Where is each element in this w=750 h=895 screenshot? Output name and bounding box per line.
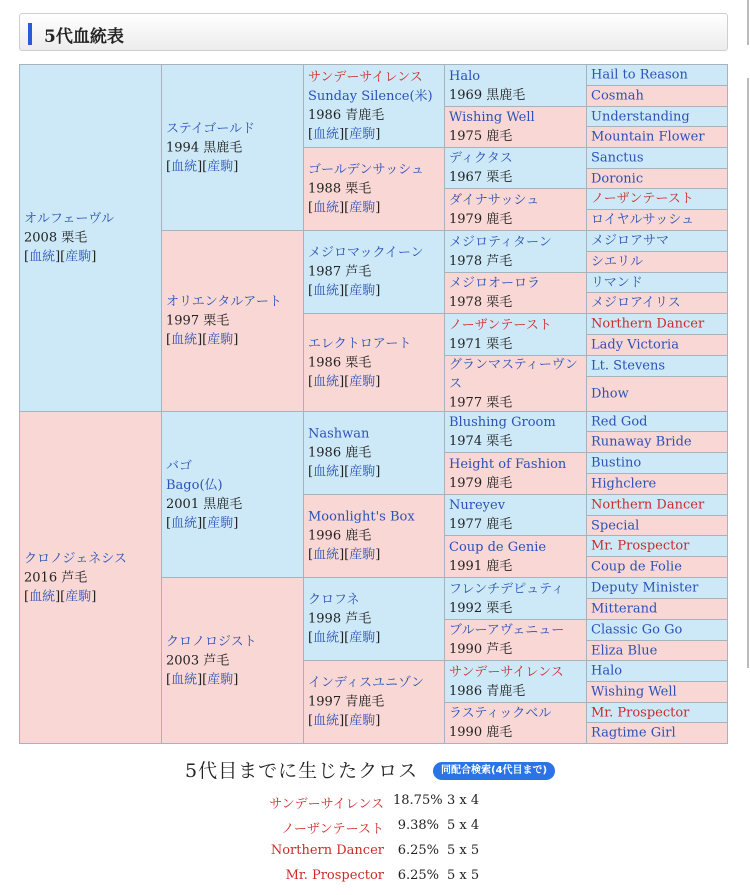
horse-info [308, 263, 441, 282]
pedigree-cell-gen5 [586, 272, 728, 293]
horse-info [308, 610, 441, 629]
bloodline-link[interactable]: 血統 [29, 249, 56, 265]
coat-color: 栗毛 [486, 336, 513, 352]
bloodline-link[interactable]: 血統 [29, 589, 56, 604]
horse-name-link[interactable]: ラスティックベル [449, 706, 552, 721]
bloodline-link[interactable]: 血統 [313, 200, 340, 216]
bloodline-link[interactable]: 血統 [313, 547, 340, 563]
horse-info [449, 168, 582, 187]
horse-name-link[interactable]: Moonlight's Box [308, 509, 415, 525]
pedigree-cell-gen4 [444, 188, 587, 231]
coat-color: 芦毛 [61, 570, 88, 585]
pedigree-cell-gen4 [444, 106, 587, 148]
birth-year: 2003 [166, 653, 200, 668]
pedigree-cell-gen2 [161, 577, 304, 744]
pedigree-cell-gen5 [586, 494, 728, 516]
horse-name-link[interactable]: サンデーサイレンス [308, 70, 423, 85]
horse-links: [血統][産駒] [166, 672, 239, 687]
horse-info [166, 138, 299, 157]
pedigree-cell-gen3 [303, 64, 446, 148]
horse-links: [血統][産駒] [24, 249, 97, 265]
horse-links: [血統][産駒] [308, 547, 381, 563]
horse-name-link[interactable]: シエリル [591, 254, 644, 270]
coat-color: 青鹿毛 [345, 694, 385, 710]
birth-year: 1967 [449, 170, 483, 185]
pedigree-cell-gen5 [586, 147, 728, 169]
horse-info [449, 640, 582, 659]
pedigree-cell-gen1 [19, 411, 162, 744]
pedigree-cell-gen5 [586, 168, 728, 189]
horse-name-link[interactable]: Sanctus [591, 150, 644, 166]
horse-name-link[interactable]: Northern Dancer [591, 316, 705, 332]
birth-year: 1979 [449, 211, 483, 227]
cross-generations: 5 x 4 [447, 818, 480, 833]
pedigree-cell-gen3 [303, 147, 446, 231]
offspring-link[interactable]: 産駒 [349, 547, 376, 563]
horse-name-link[interactable]: Hail to Reason [591, 67, 688, 83]
offspring-link[interactable]: 産駒 [65, 589, 92, 604]
pedigree-cell-gen5 [586, 376, 728, 412]
horse-name-link[interactable]: ブルーアヴェニュー [449, 623, 565, 638]
horse-name-link[interactable]: オルフェーヴル [24, 211, 114, 227]
birth-year: 1969 [449, 87, 483, 103]
cross-row [150, 818, 570, 838]
horse-name-link[interactable]: ゴールデンサッシュ [308, 162, 424, 178]
horse-links: [血統][産駒] [308, 200, 381, 216]
offspring-link[interactable]: 産駒 [207, 672, 234, 687]
horse-info [449, 682, 582, 701]
horse-name-link[interactable]: クロノロジスト [166, 634, 257, 649]
pedigree-cell-gen4 [444, 411, 587, 453]
coat-color: 黒鹿毛 [203, 140, 243, 155]
cross-horse-link[interactable]: Northern Dancer [270, 843, 384, 858]
scrollbar-edge [747, 0, 749, 45]
horse-info [24, 568, 157, 587]
birth-year: 1986 [308, 108, 342, 123]
horse-links: [血統][産駒] [308, 464, 381, 480]
cross-percentage: 9.38% [397, 818, 439, 833]
coat-color: 黒鹿毛 [486, 87, 526, 103]
pedigree-cell-gen5 [586, 452, 728, 474]
birth-year: 1986 [308, 355, 342, 370]
horse-name-en-link[interactable]: Sunday Silence(米) [308, 89, 433, 104]
coat-color: 鹿毛 [345, 528, 372, 544]
horse-links: [血統][産駒] [308, 630, 381, 646]
offspring-link[interactable]: 産駒 [349, 713, 376, 729]
pedigree-cell-gen3 [303, 230, 446, 314]
pedigree-cell-gen5 [586, 598, 728, 620]
pedigree-cell-gen4 [444, 64, 587, 107]
coat-color: 栗毛 [61, 230, 88, 246]
horse-name-link[interactable]: Highclere [591, 476, 657, 492]
birth-year: 1998 [308, 611, 342, 627]
pedigree-cell-gen2 [161, 411, 304, 578]
pedigree-cell-gen5 [586, 334, 728, 356]
coat-color: 芦毛 [486, 642, 513, 657]
birth-year: 1978 [449, 295, 483, 310]
pedigree-cell-gen5 [586, 660, 728, 682]
birth-year: 1992 [449, 600, 483, 616]
horse-name-link[interactable]: Mr. Prospector [591, 705, 690, 720]
offspring-link[interactable]: 産駒 [349, 630, 376, 646]
cross-row [150, 843, 570, 863]
horse-name-link[interactable]: Blushing Groom [449, 415, 556, 430]
horse-name-link[interactable]: Nashwan [308, 426, 370, 442]
horse-name-link[interactable]: Lady Victoria [591, 337, 679, 353]
coat-color: 栗毛 [345, 355, 372, 370]
coat-color: 栗毛 [486, 395, 513, 410]
horse-links: [血統][産駒] [166, 159, 239, 174]
coat-color: 芦毛 [345, 264, 372, 280]
section-header [19, 13, 728, 51]
coat-color: 栗毛 [486, 600, 513, 616]
horse-info [449, 393, 582, 412]
cross-horse-link[interactable]: サンデーサイレンス [269, 797, 384, 812]
horse-name-link[interactable]: Dhow [591, 386, 629, 402]
pedigree-cell-gen4 [444, 272, 587, 314]
cross-row [150, 868, 570, 888]
bloodline-link[interactable]: 血統 [171, 159, 198, 174]
pedigree-cell-gen4 [444, 702, 587, 744]
birth-year: 2016 [24, 570, 58, 585]
horse-info [449, 335, 582, 354]
horse-name-link[interactable]: グランマスティーヴンス [449, 357, 578, 391]
birth-year: 1979 [449, 475, 483, 491]
horse-name-link[interactable]: Doronic [591, 171, 644, 186]
birth-year: 1990 [449, 642, 483, 657]
pedigree-cell-gen5 [586, 431, 728, 453]
pedigree-cell-gen5 [586, 515, 728, 536]
cross-generations: 3 x 4 [447, 793, 480, 808]
horse-info [308, 693, 441, 712]
pedigree-cell-gen2 [161, 230, 304, 412]
horse-info [449, 474, 582, 493]
pedigree-cell-gen4 [444, 230, 587, 273]
offspring-link[interactable]: 産駒 [349, 127, 376, 142]
bloodline-link[interactable]: 血統 [171, 332, 198, 348]
birth-year: 1991 [449, 558, 483, 574]
horse-name-link[interactable]: Mitterand [591, 601, 658, 617]
horse-name-link[interactable]: ステイゴールド [166, 121, 256, 136]
horse-info [308, 106, 441, 125]
pedigree-cell-gen1 [19, 64, 162, 412]
coat-color: 鹿毛 [486, 558, 513, 574]
cross-generations: 5 x 5 [447, 868, 480, 883]
offspring-link[interactable]: 産駒 [207, 515, 234, 531]
horse-name-link[interactable]: クロノジェネシス [24, 551, 127, 566]
offspring-link[interactable]: 産駒 [65, 249, 92, 265]
pedigree-cell-gen4 [444, 535, 587, 578]
horse-name-link[interactable]: リマンド [591, 275, 643, 290]
horse-name-link[interactable]: Wishing Well [449, 110, 535, 125]
pedigree-cell-gen4 [444, 147, 587, 189]
bloodline-link[interactable]: 血統 [313, 464, 340, 480]
horse-name-link[interactable]: Understanding [591, 109, 690, 124]
horse-name-link[interactable]: クロフネ [308, 592, 360, 608]
horse-info [449, 599, 582, 618]
coat-color: 栗毛 [486, 434, 513, 449]
horse-name-link[interactable]: Eliza Blue [591, 643, 658, 658]
cross-percentage: 6.25% [397, 868, 439, 883]
birth-year: 1974 [449, 434, 483, 449]
horse-name-link[interactable]: Mr. Prospector [591, 538, 690, 554]
horse-name-link[interactable]: サンデーサイレンス [449, 664, 564, 680]
horse-name-link[interactable]: Mountain Flower [591, 129, 705, 145]
pedigree-cell-gen3 [303, 494, 446, 578]
coat-color: 青鹿毛 [345, 108, 385, 123]
horse-name-link[interactable]: Ragtime Girl [591, 725, 676, 741]
bloodline-link[interactable]: 血統 [313, 374, 340, 389]
birth-year: 1986 [308, 445, 342, 461]
birth-year: 1975 [449, 129, 483, 144]
horse-name-link[interactable]: ダイナサッシュ [449, 192, 540, 208]
horse-info [449, 557, 582, 576]
pedigree-cell-gen4 [444, 619, 587, 661]
cross-percentage: 18.75% [393, 793, 443, 808]
cross-percentage: 6.25% [397, 843, 439, 858]
pedigree-cell-gen4 [444, 660, 587, 703]
pedigree-cell-gen5 [586, 85, 728, 107]
pedigree-cell-gen5 [586, 640, 728, 661]
pedigree-cell-gen5 [586, 251, 728, 273]
coat-color: 栗毛 [486, 295, 513, 310]
horse-info [449, 432, 582, 451]
bloodline-link[interactable]: 血統 [313, 713, 340, 729]
coat-color: 青鹿毛 [486, 683, 526, 699]
pedigree-cell-gen5 [586, 722, 728, 744]
cross-generations: 5 x 5 [447, 843, 480, 858]
horse-info [24, 229, 157, 248]
pedigree-cell-gen5 [586, 411, 728, 432]
pedigree-cell-gen5 [586, 230, 728, 252]
same-cross-search-button[interactable]: 同配合検索(4代目まで) [433, 762, 555, 780]
horse-name-link[interactable]: Lt. Stevens [591, 358, 666, 374]
birth-year: 1971 [449, 336, 483, 352]
horse-info [449, 252, 582, 271]
offspring-link[interactable]: 産駒 [207, 159, 234, 174]
coat-color: 栗毛 [203, 313, 230, 329]
pedigree-cell-gen5 [586, 702, 728, 723]
horse-name-link[interactable]: Deputy Minister [591, 580, 699, 596]
pedigree-cell-gen5 [586, 106, 728, 127]
birth-year: 1994 [166, 140, 200, 155]
horse-name-link[interactable]: Height of Fashion [449, 456, 567, 472]
horse-name-link[interactable]: Halo [591, 663, 623, 679]
bloodline-link[interactable]: 血統 [313, 283, 340, 299]
horse-name-link[interactable]: オリエンタルアート [166, 294, 282, 310]
offspring-link[interactable]: 産駒 [207, 332, 234, 348]
horse-name-link[interactable]: Coup de Genie [449, 539, 547, 555]
birth-year: 1990 [449, 725, 483, 740]
coat-color: 芦毛 [486, 253, 513, 269]
birth-year: 1977 [449, 395, 483, 410]
pedigree-cell-gen5 [586, 535, 728, 557]
horse-links: [血統][産駒] [166, 332, 239, 348]
horse-links: [血統][産駒] [308, 283, 381, 299]
horse-name-link[interactable]: インディスユニゾン [308, 675, 424, 691]
birth-year: 2008 [24, 230, 58, 246]
horse-info [308, 444, 441, 463]
pedigree-cell-gen5 [586, 188, 728, 210]
birth-year: 2001 [166, 496, 200, 512]
horse-name-link[interactable]: メジロマックイーン [308, 245, 424, 261]
coat-color: 鹿毛 [486, 129, 513, 144]
pedigree-cell-gen5 [586, 292, 728, 314]
pedigree-cell-gen4 [444, 494, 587, 536]
horse-name-link[interactable]: Classic Go Go [591, 622, 683, 638]
header-accent-bar [28, 23, 32, 45]
pedigree-cell-gen5 [586, 619, 728, 641]
pedigree-cell-gen5 [586, 64, 728, 86]
horse-info [166, 312, 299, 331]
coat-color: 鹿毛 [486, 211, 513, 227]
horse-links: [血統][産駒] [24, 589, 97, 604]
birth-year: 1987 [308, 264, 342, 280]
bloodline-link[interactable]: 血統 [171, 515, 198, 531]
horse-name-link[interactable]: フレンチデピュティ [449, 581, 565, 597]
pedigree-cell-gen4 [444, 313, 587, 356]
horse-name-link[interactable]: メジロアイリス [591, 295, 681, 311]
bloodline-link[interactable]: 血統 [313, 630, 340, 646]
cross-row [150, 793, 570, 813]
horse-info [449, 210, 582, 229]
offspring-link[interactable]: 産駒 [349, 464, 376, 480]
horse-name-link[interactable]: Runaway Bride [591, 434, 692, 450]
pedigree-cell-gen4 [444, 452, 587, 495]
horse-name-en-link[interactable]: Bago(仏) [166, 477, 223, 493]
horse-name-link[interactable]: ロイヤルサッシュ [591, 212, 694, 228]
horse-name-link[interactable]: Wishing Well [591, 684, 677, 700]
pedigree-cell-gen5 [586, 681, 728, 703]
horse-name-link[interactable]: Special [591, 518, 640, 533]
pedigree-cell-gen4 [444, 577, 587, 620]
horse-info [449, 723, 582, 742]
horse-info [449, 86, 582, 105]
horse-name-link[interactable]: Cosmah [591, 88, 644, 104]
horse-name-link[interactable]: Northern Dancer [591, 497, 705, 513]
horse-name-link[interactable]: Red God [591, 414, 648, 429]
birth-year: 1986 [449, 683, 483, 699]
pedigree-cell-gen5 [586, 556, 728, 578]
coat-color: 鹿毛 [486, 475, 513, 491]
birth-year: 1988 [308, 181, 342, 197]
horse-name-link[interactable]: メジロティターン [449, 234, 552, 250]
pedigree-cell-gen3 [303, 313, 446, 412]
horse-name-link[interactable]: Nureyev [449, 498, 506, 513]
horse-name-link[interactable]: エレクトロアート [308, 336, 412, 351]
bloodline-link[interactable]: 血統 [171, 672, 198, 687]
horse-info [166, 651, 299, 670]
horse-name-link[interactable]: メジロオーロラ [449, 276, 541, 291]
horse-name-link[interactable]: ノーザンテースト [591, 191, 694, 207]
coat-color: 芦毛 [345, 611, 372, 627]
pedigree-cell-gen5 [586, 473, 728, 495]
coat-color: 芦毛 [203, 653, 230, 668]
pedigree-table [19, 64, 728, 743]
scrollbar-edge [747, 78, 749, 668]
coat-color: 鹿毛 [486, 725, 513, 740]
pedigree-cell-gen4 [444, 355, 587, 412]
horse-info [449, 515, 582, 534]
coat-color: 鹿毛 [345, 445, 372, 461]
pedigree-cell-gen3 [303, 577, 446, 661]
horse-info [308, 353, 441, 372]
coat-color: 鹿毛 [486, 517, 513, 532]
birth-year: 1997 [308, 694, 342, 710]
pedigree-cell-gen2 [161, 64, 304, 231]
horse-info [308, 527, 441, 546]
pedigree-cell-gen3 [303, 411, 446, 495]
birth-year: 1977 [449, 517, 483, 532]
horse-name-link[interactable]: ノーザンテースト [449, 317, 552, 333]
horse-name-link[interactable]: Bustino [591, 455, 642, 471]
pedigree-cell-gen5 [586, 577, 728, 599]
offspring-link[interactable]: 産駒 [349, 283, 376, 299]
horse-name-link[interactable]: メジロアサマ [591, 233, 670, 249]
cross-title: 5代目までに生じたクロス [185, 760, 419, 782]
pedigree-cell-gen5 [586, 355, 728, 377]
bloodline-link[interactable]: 血統 [313, 127, 340, 142]
cross-horse-link[interactable]: ノーザンテースト [281, 822, 384, 837]
pedigree-cell-gen5 [586, 209, 728, 231]
coat-color: 栗毛 [486, 170, 513, 185]
horse-name-link[interactable]: ディクタス [449, 151, 513, 166]
pedigree-cell-gen5 [586, 126, 728, 148]
horse-links: [血統][産駒] [308, 713, 381, 729]
coat-color: 栗毛 [345, 181, 372, 197]
horse-info [308, 180, 441, 199]
page-title: 5代血統表 [44, 27, 124, 47]
horse-links: [血統][産駒] [166, 515, 239, 531]
offspring-link[interactable]: 産駒 [349, 374, 376, 389]
cross-horse-link[interactable]: Mr. Prospector [285, 868, 384, 883]
birth-year: 1996 [308, 528, 342, 544]
horse-name-link[interactable]: バゴ [166, 458, 193, 474]
coat-color: 黒鹿毛 [203, 496, 243, 512]
horse-links: [血統][産駒] [308, 127, 381, 142]
pedigree-cell-gen5 [586, 313, 728, 335]
pedigree-cell-gen3 [303, 660, 446, 744]
horse-info [166, 495, 299, 514]
birth-year: 1997 [166, 313, 200, 329]
horse-links: [血統][産駒] [308, 374, 381, 389]
birth-year: 1978 [449, 253, 483, 269]
horse-name-link[interactable]: Halo [449, 68, 481, 84]
horse-info [449, 127, 582, 146]
offspring-link[interactable]: 産駒 [349, 200, 376, 216]
horse-name-link[interactable]: Coup de Folie [591, 559, 682, 575]
horse-info [449, 293, 582, 312]
